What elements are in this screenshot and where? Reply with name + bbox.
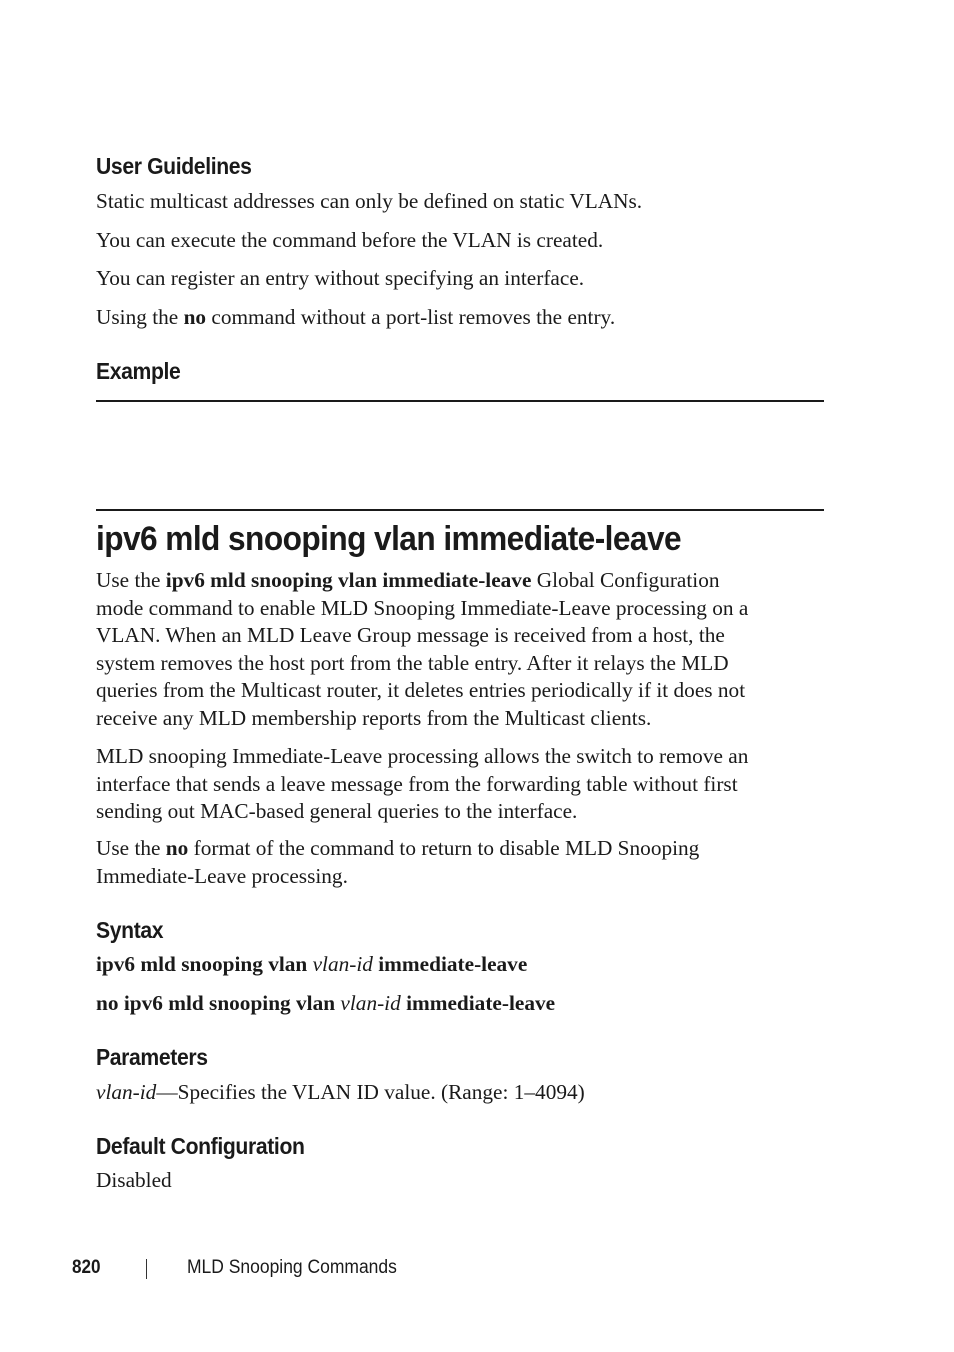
command-top-rule	[96, 509, 824, 511]
guideline-1: Static multicast addresses can only be defined on static VLANs.	[96, 189, 643, 213]
example-heading: Example	[96, 358, 181, 384]
guideline-2: You can execute the command before the VLAN is created.	[96, 228, 604, 252]
parameter-vlan-id: vlan-id—Specifies the VLAN ID value. (Range: 1–4094)	[96, 1080, 585, 1104]
intro-line-5: queries from the Multicast router, it deletes entries periodically if it does not	[96, 678, 746, 702]
para3-line-1: Use the no format of the command to return to disable MLD Snooping	[96, 836, 700, 860]
footer-section-title: MLD Snooping Commands	[187, 1257, 397, 1278]
syntax-line-1: ipv6 mld snooping vlan vlan-id immediate-leave	[96, 952, 528, 976]
guideline-4: Using the no command without a port-list removes the entry.	[96, 305, 616, 329]
syntax-heading: Syntax	[96, 917, 164, 943]
para2-line-1: MLD snooping Immediate-Leave processing allows the switch to remove an	[96, 744, 749, 768]
immediate-leave-paragraph	[96, 743, 824, 826]
command-description	[96, 567, 824, 732]
command-title: ipv6 mld snooping vlan immediate-leave	[96, 520, 682, 558]
para2-line-3: sending out MAC-based general queries to the interface.	[96, 799, 578, 823]
default-configuration-heading: Default Configuration	[96, 1133, 305, 1159]
para3-line-2: Immediate-Leave processing.	[96, 863, 348, 888]
parameters-heading: Parameters	[96, 1044, 208, 1070]
page-number: 820	[72, 1257, 101, 1278]
footer-separator	[146, 1259, 147, 1279]
intro-line-1: Use the ipv6 mld snooping vlan immediate-leave Global Configuration	[96, 568, 720, 592]
example-top-rule	[96, 400, 824, 402]
user-guidelines-heading: User Guidelines	[96, 153, 252, 179]
guideline-3: You can register an entry without specifying an interface.	[96, 266, 585, 290]
intro-line-6: receive any MLD membership reports from the Multicast clients.	[96, 705, 652, 730]
para2-line-2: interface that sends a leave message from the forwarding table without first	[96, 771, 738, 796]
default-configuration-value: Disabled	[96, 1168, 172, 1192]
syntax-line-2: no ipv6 mld snooping vlan vlan-id immediate-leave	[96, 991, 556, 1015]
no-format-paragraph	[96, 835, 824, 890]
intro-line-4: system removes the host port from the table entry. After it relays the MLD	[96, 650, 729, 675]
intro-line-2: mode command to enable MLD Snooping Immediate-Leave processing on a	[96, 595, 749, 620]
intro-line-3: VLAN. When an MLD Leave Group message is received from a host, the	[96, 623, 725, 647]
